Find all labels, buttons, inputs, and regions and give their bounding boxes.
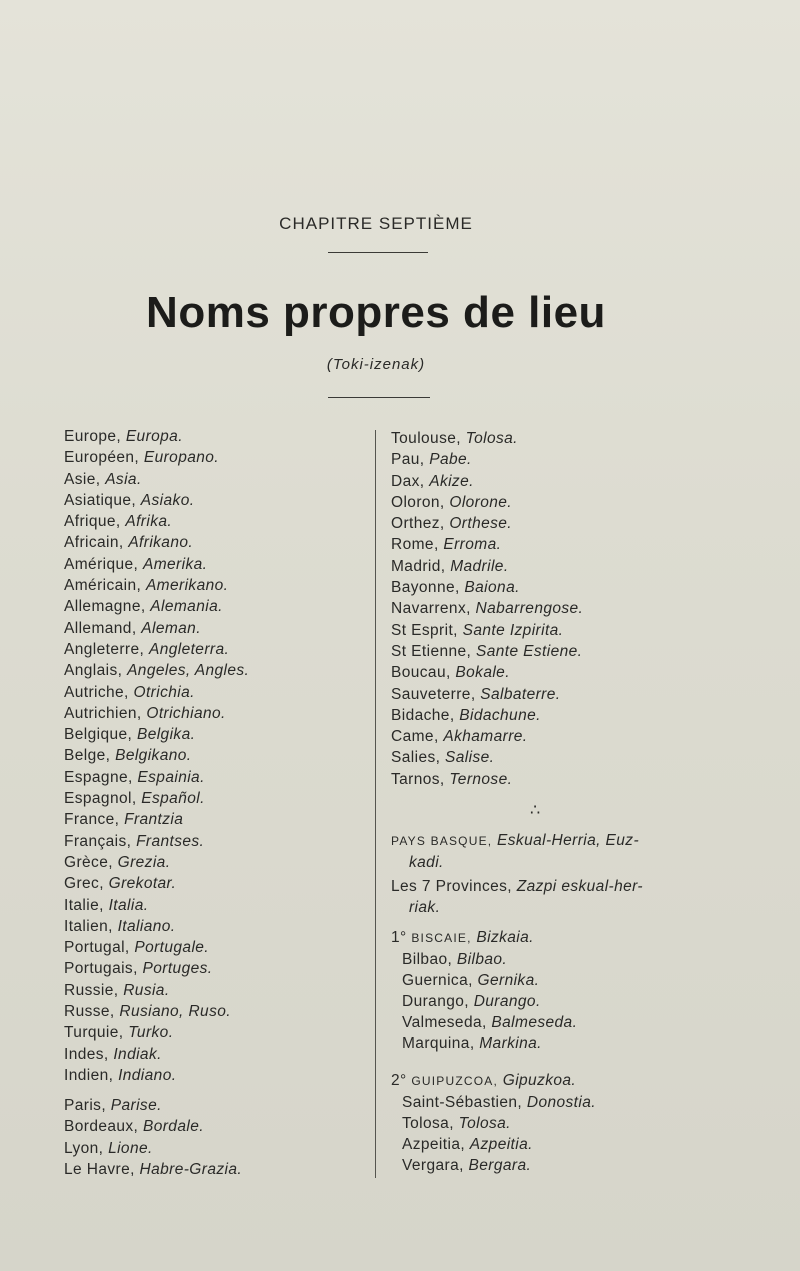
- basque-name: Salise.: [445, 749, 495, 767]
- pays-basque-eu-cont: kadi.: [409, 854, 444, 871]
- basque-name: Frantses.: [136, 832, 205, 850]
- french-name: Angleterre,: [64, 640, 145, 658]
- french-name: Français,: [64, 832, 132, 850]
- list-item: [391, 577, 583, 598]
- basque-name: Frantzia: [124, 811, 184, 829]
- basque-name: Rusia.: [123, 981, 170, 999]
- basque-name: Belgika.: [136, 726, 196, 744]
- basque-name: Baiona.: [464, 579, 520, 597]
- list-item: [391, 949, 577, 970]
- basque-name: Bergara.: [468, 1157, 532, 1174]
- left-column: [64, 426, 249, 1086]
- french-name: Russe,: [64, 1003, 115, 1021]
- list-item: [391, 747, 583, 768]
- list-item: [64, 660, 249, 681]
- french-name: St Esprit,: [391, 621, 458, 639]
- french-name: Bordeaux,: [64, 1118, 139, 1136]
- list-item: [391, 492, 583, 513]
- french-name: Russie,: [64, 981, 119, 999]
- french-name: Asiatique,: [64, 491, 137, 509]
- basque-name: Amerika.: [142, 555, 208, 573]
- list-item: [64, 1159, 242, 1180]
- french-name: Grec,: [64, 875, 104, 893]
- french-name: France,: [64, 811, 120, 829]
- subtitle-rule: [328, 397, 430, 398]
- basque-name: Portuges.: [142, 960, 213, 978]
- list-item: [391, 1113, 596, 1134]
- french-name: Américain,: [64, 577, 142, 595]
- french-name: Belgique,: [64, 726, 133, 744]
- french-name: Paris,: [64, 1097, 107, 1114]
- basque-name: Europano.: [143, 449, 219, 467]
- chapter-heading: CHAPITRE SEPTIÈME: [279, 214, 473, 233]
- basque-name: Afrika.: [125, 513, 173, 531]
- list-item: [391, 513, 583, 534]
- french-name: Anglais,: [64, 662, 123, 680]
- provinces-eu-cont: riak.: [409, 899, 441, 916]
- pays-basque-eu: Eskual-Herria, Euz-: [497, 832, 640, 849]
- basque-name: Otrichiano.: [146, 704, 226, 722]
- list-item: [64, 873, 249, 894]
- list-item: [64, 980, 249, 1001]
- list-item: [64, 575, 249, 596]
- list-item: [391, 449, 583, 470]
- french-name: Sauveterre,: [391, 685, 476, 703]
- list-item: [64, 426, 249, 447]
- french-name: Valmeseda,: [402, 1014, 487, 1031]
- list-item: [391, 662, 583, 683]
- pays-basque-entry: [391, 830, 639, 873]
- basque-name: Espainia.: [137, 768, 205, 786]
- basque-name: Grekotar.: [108, 875, 177, 893]
- list-item: [391, 684, 583, 705]
- basque-name: Gernika.: [477, 972, 540, 989]
- list-item: [64, 469, 249, 490]
- basque-name: Azpeitia.: [469, 1136, 533, 1153]
- french-name: Le Havre,: [64, 1160, 135, 1178]
- basque-name: Italiano.: [117, 917, 176, 935]
- guipuzcoa-section: [391, 1070, 596, 1176]
- list-item: [64, 1022, 249, 1043]
- list-item: [64, 490, 249, 511]
- basque-name: Alemania.: [150, 598, 223, 616]
- french-name: Pau,: [391, 451, 425, 469]
- basque-name: Grezia.: [117, 853, 171, 871]
- pays-basque-label: PAYS BASQUE,: [391, 834, 493, 848]
- french-name: Portugais,: [64, 960, 138, 978]
- basque-name: Turko.: [128, 1024, 174, 1042]
- french-name: Durango,: [402, 993, 469, 1010]
- french-name: Vergara,: [402, 1157, 464, 1174]
- provinces-eu: Zazpi eskual-her-: [516, 878, 643, 895]
- french-name: Européen,: [64, 449, 140, 467]
- french-name: Oloron,: [391, 493, 445, 511]
- basque-name: Durango.: [473, 993, 541, 1010]
- biscaie-eu: Bizkaia.: [476, 929, 534, 946]
- french-name: Navarrenx,: [391, 600, 471, 618]
- french-name: Autriche,: [64, 683, 129, 701]
- basque-name: Asia.: [105, 470, 142, 488]
- list-item: [391, 641, 583, 662]
- french-name: St Etienne,: [391, 642, 472, 660]
- french-name: Salies,: [391, 749, 441, 767]
- french-name: Asie,: [64, 470, 101, 488]
- guipuzcoa-num: 2°: [391, 1072, 407, 1089]
- basque-name: Angeles, Angles.: [127, 662, 250, 680]
- page-subtitle: (Toki-izenak): [326, 356, 426, 373]
- basque-name: Bidachune.: [459, 706, 541, 724]
- list-item: [391, 534, 583, 555]
- list-item: [64, 1065, 249, 1086]
- french-name: Afrique,: [64, 513, 121, 531]
- biscaie-num: 1°: [391, 929, 407, 946]
- french-name: Turquie,: [64, 1024, 124, 1042]
- basque-name: Sante Estiene.: [475, 642, 583, 660]
- french-name: Came,: [391, 728, 439, 746]
- basque-name: Europa.: [125, 428, 183, 445]
- basque-name: Olorone.: [449, 493, 513, 511]
- french-name: Portugal,: [64, 939, 130, 957]
- list-item: [64, 1095, 242, 1116]
- list-item: [391, 1155, 596, 1176]
- basque-name: Español.: [141, 790, 205, 808]
- basque-name: Madrile.: [450, 557, 509, 575]
- provinces-entry: [391, 876, 643, 918]
- list-item: [391, 726, 583, 747]
- french-name: Europe,: [64, 428, 122, 445]
- list-item: [64, 809, 249, 830]
- list-item: [64, 511, 249, 532]
- separator-mark: ∴: [530, 802, 541, 819]
- french-name: Indes,: [64, 1045, 109, 1063]
- list-item: [391, 705, 583, 726]
- french-name: Dax,: [391, 472, 425, 490]
- list-item: [64, 958, 249, 979]
- biscaie-section: [391, 927, 577, 1054]
- list-item: [64, 788, 249, 809]
- list-item: [64, 767, 249, 788]
- french-name: Rome,: [391, 536, 439, 554]
- french-name: Madrid,: [391, 557, 446, 575]
- basque-name: Portugale.: [134, 939, 210, 957]
- list-item: [391, 1033, 577, 1054]
- list-item: [64, 1044, 249, 1065]
- basque-name: Italia.: [108, 896, 149, 914]
- list-item: [64, 745, 249, 766]
- list-item: [64, 1138, 242, 1159]
- french-name: Italie,: [64, 896, 104, 914]
- basque-name: Indiak.: [113, 1045, 162, 1063]
- basque-name: Erroma.: [443, 536, 502, 554]
- basque-name: Indiano.: [118, 1066, 177, 1084]
- basque-name: Afrikano.: [128, 534, 194, 552]
- list-item: [64, 639, 249, 660]
- list-item: [64, 447, 249, 468]
- french-name: Allemagne,: [64, 598, 146, 616]
- basque-name: Akhamarre.: [443, 728, 528, 746]
- list-item: [391, 556, 583, 577]
- basque-name: Aleman.: [141, 619, 201, 637]
- basque-name: Amerikano.: [145, 577, 229, 595]
- provinces-fr: Les 7 Provinces,: [391, 878, 512, 895]
- basque-name: Habre-Grazia.: [139, 1160, 243, 1178]
- list-item: [64, 554, 249, 575]
- basque-name: Akize.: [429, 472, 474, 490]
- french-name: Bilbao,: [402, 951, 453, 968]
- basque-name: Rusiano, Ruso.: [119, 1003, 231, 1021]
- french-name: Marquina,: [402, 1035, 475, 1052]
- french-name: Belge,: [64, 747, 111, 765]
- list-item: [391, 471, 583, 492]
- list-item: [391, 620, 583, 641]
- basque-name: Salbaterre.: [480, 685, 561, 703]
- french-name: Espagne,: [64, 768, 133, 786]
- basque-name: Ternose.: [449, 770, 513, 788]
- basque-name: Balmeseda.: [491, 1014, 578, 1031]
- french-name: Tarnos,: [391, 770, 445, 788]
- right-column: [391, 428, 583, 790]
- guipuzcoa-label: GUIPUZCOA,: [411, 1074, 499, 1088]
- basque-name: Donostia.: [526, 1094, 596, 1111]
- list-item: [64, 596, 249, 617]
- list-item: [64, 1001, 249, 1022]
- basque-name: Belgikano.: [115, 747, 192, 765]
- basque-name: Sante Izpirita.: [462, 621, 564, 639]
- french-name: Bidache,: [391, 706, 455, 724]
- french-name: Allemand,: [64, 619, 137, 637]
- list-item: [64, 852, 249, 873]
- list-item: [64, 916, 249, 937]
- basque-name: Nabarrengose.: [475, 600, 584, 618]
- basque-name: Asiako.: [140, 491, 195, 509]
- list-item: [391, 1012, 577, 1033]
- list-item: [391, 991, 577, 1012]
- french-name: Grèce,: [64, 853, 113, 871]
- page-title: Noms propres de lieu: [146, 288, 606, 337]
- basque-name: Lione.: [108, 1139, 153, 1157]
- basque-name: Pabe.: [429, 451, 472, 469]
- french-name: Bayonne,: [391, 579, 460, 597]
- basque-name: Bilbao.: [456, 951, 508, 968]
- basque-name: Bordale.: [142, 1118, 204, 1136]
- french-name: Tolosa,: [402, 1115, 454, 1132]
- basque-name: Parise.: [110, 1097, 162, 1114]
- list-item: [64, 703, 249, 724]
- basque-name: Otrichia.: [133, 683, 195, 701]
- french-name: Amérique,: [64, 555, 139, 573]
- biscaie-label: BISCAIE,: [411, 931, 472, 945]
- basque-name: Tolosa.: [458, 1115, 511, 1132]
- basque-name: Markina.: [479, 1035, 542, 1052]
- list-item: [64, 618, 249, 639]
- basque-name: Angleterra.: [148, 640, 230, 658]
- basque-name: Tolosa.: [465, 430, 518, 447]
- list-item: [64, 532, 249, 553]
- basque-name: Orthese.: [449, 515, 512, 533]
- list-item: [391, 428, 583, 449]
- french-name: Italien,: [64, 917, 113, 935]
- list-item: [391, 1092, 596, 1113]
- chapter-rule: [328, 252, 428, 253]
- column-divider: [375, 430, 376, 1178]
- list-item: [391, 970, 577, 991]
- french-name: Africain,: [64, 534, 124, 552]
- french-name: Azpeitia,: [402, 1136, 466, 1153]
- french-name: Espagnol,: [64, 790, 137, 808]
- french-name: Saint-Sébastien,: [402, 1094, 523, 1111]
- guipuzcoa-eu: Gipuzkoa.: [502, 1072, 577, 1089]
- french-name: Boucau,: [391, 664, 451, 682]
- french-name: Indien,: [64, 1066, 114, 1084]
- list-item: [64, 682, 249, 703]
- list-item: [391, 598, 583, 619]
- list-item: [64, 1116, 242, 1137]
- basque-name: Bokale.: [455, 664, 510, 682]
- left-cities: [64, 1095, 242, 1180]
- french-name: Autrichien,: [64, 704, 142, 722]
- list-item: [64, 724, 249, 745]
- french-name: Toulouse,: [391, 430, 461, 447]
- list-item: [64, 895, 249, 916]
- list-item: [391, 769, 583, 790]
- list-item: [64, 937, 249, 958]
- list-item: [64, 831, 249, 852]
- french-name: Guernica,: [402, 972, 473, 989]
- french-name: Orthez,: [391, 515, 445, 533]
- french-name: Lyon,: [64, 1139, 104, 1157]
- list-item: [391, 1134, 596, 1155]
